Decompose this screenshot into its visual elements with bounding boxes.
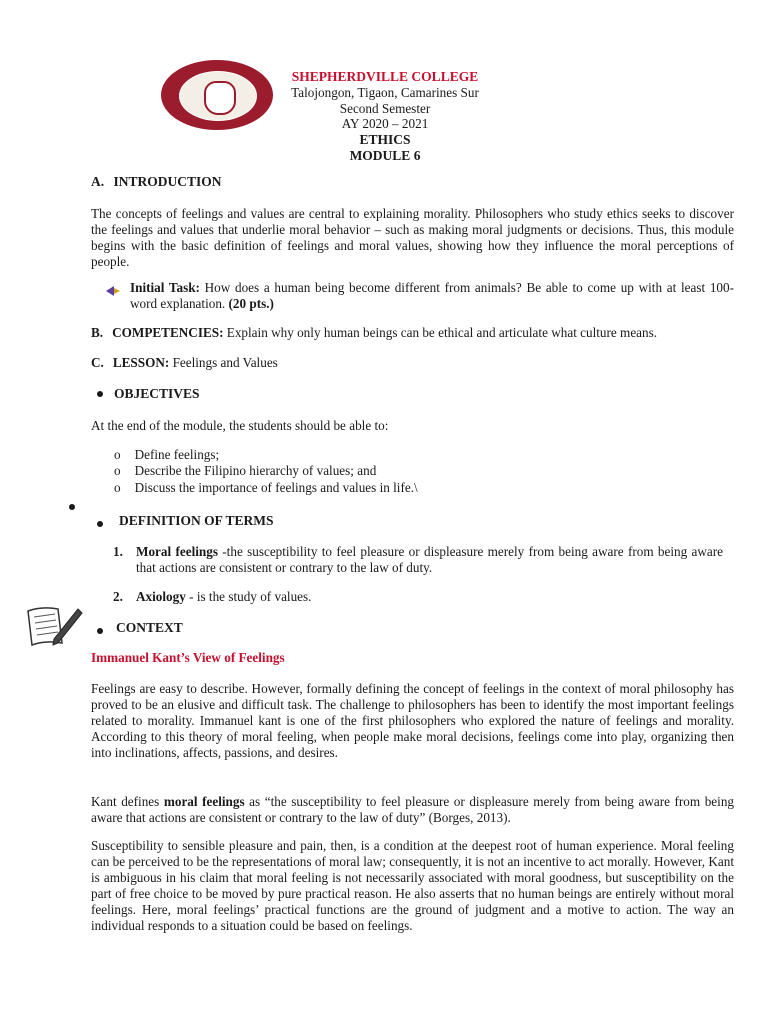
bullet-dot (97, 391, 103, 397)
notepad-pencil-icon (22, 603, 84, 651)
list-marker: o (114, 463, 121, 479)
module-title: MODULE 6 (349, 147, 421, 163)
p2-text: Kant defines (91, 794, 164, 809)
definitions-heading: DEFINITION OF TERMS (119, 513, 274, 528)
section-letter: B. (91, 325, 104, 340)
definition-item (113, 544, 723, 576)
bullet-dot (97, 628, 103, 634)
section-a-heading (91, 174, 222, 190)
intro-paragraph: The concepts of feelings and values are central to explaining morality. Philosophers who study ethics seeks to discover the feelings and values that underlie moral behavior – such as making moral judgments or decisions. Thus, this module begins with the basic definition of feelings and moral values, showing how they influence the moral perceptions of people. (91, 206, 734, 269)
definition-term: Moral feelings (136, 544, 218, 559)
task-text: How does a human being become different from animals? Be able to come up with at least 100-word explanation. (130, 280, 734, 311)
task-label: Initial Task: (130, 280, 200, 295)
list-marker: o (114, 479, 121, 495)
lesson-text: Feelings and Values (169, 355, 278, 370)
definition-term: Axiology (136, 589, 186, 604)
college-seal-logo (161, 60, 273, 130)
competencies-text: Explain why only human beings can be ethical and articulate what culture means. (223, 325, 658, 340)
initial-task (130, 280, 734, 312)
semester: Second Semester (339, 100, 431, 116)
bullet-dot (69, 504, 75, 510)
task-points: (20 pts.) (228, 295, 274, 311)
context-heading: CONTEXT (116, 620, 183, 635)
list-item (114, 447, 418, 463)
p2-bold-term: moral feelings (163, 794, 245, 809)
definition-text: -the susceptibility to feel pleasure or displeasure merely from being aware from being aware that actions are consistent or contrary to the law of duty. (136, 544, 723, 575)
context-paragraph-3: Susceptibility to sensible pleasure and pain, then, is a condition at the deepest root of human experience. Moral feeling can be perceived to be the representations of moral law; consequently, it is not an incentive to act morally. However, Kant is ambiguous in his claim that moral feeling is not necessarily associated with moral goodness, but susceptibility on the part of free choice to be moved by pure practical reason. He also asserts that no human beings are entirely without moral feelings. Here, moral feelings’ practical functions are the ground of judgment and a motive to action. The way an individual responds to a situation could be based on feelings. (91, 838, 734, 933)
list-item-text: Describe the Filipino hierarchy of values; and (134, 463, 377, 479)
list-item-text: Discuss the importance of feelings and values in life.\ (134, 479, 418, 495)
seal-center (179, 71, 257, 121)
list-item (114, 463, 418, 479)
competencies-label: COMPETENCIES: (112, 325, 224, 340)
bullet-dot (97, 521, 103, 527)
subject-title: ETHICS (359, 131, 411, 147)
definition-number: 1. (113, 544, 123, 559)
objectives-heading: OBJECTIVES (114, 386, 200, 401)
academic-year: AY 2020 – 2021 (341, 116, 429, 131)
section-letter: A. (91, 174, 105, 189)
context-paragraph-2 (91, 794, 734, 826)
context-subheading: Immanuel Kant’s View of Feelings (91, 650, 285, 665)
definition-item (113, 589, 723, 605)
section-letter: C. (91, 355, 104, 370)
objectives-list (114, 447, 418, 496)
definition-text: - is the study of values. (185, 589, 312, 604)
college-name: SHEPHERDVILLE COLLEGE (291, 69, 479, 84)
p2-text: as “the susceptibility to feel pleasure or displeasure merely from being aware from being aware that actions are consistent or contrary to the law of duty” (Borges, 2013). (91, 794, 735, 825)
college-address: Talojongon, Tigaon, Camarines Sur (291, 85, 479, 100)
seal-crest-icon (204, 81, 236, 115)
list-item (114, 480, 418, 496)
definition-number: 2. (113, 589, 123, 604)
lesson (91, 355, 751, 371)
section-title: INTRODUCTION (113, 174, 222, 189)
competencies (91, 325, 751, 341)
list-marker: o (114, 447, 121, 462)
context-paragraph-1: Feelings are easy to describe. However, formally defining the concept of feelings in the context of moral philosophy has proved to be an elusive and difficult task. The challenge to philosophers has been to identify the most important feelings related to morality. Immanuel kant is one of the first philosophers who explored the nature of feelings and morality. According to this theory of moral feeling, when people make moral decisions, feelings come into play, organizing then into inclinations, affects, passions, and desires. (91, 681, 734, 760)
list-item-text: Define feelings; (134, 447, 220, 462)
document-header (260, 68, 510, 164)
objectives-lead: At the end of the module, the students should be able to: (91, 418, 389, 433)
lesson-label: LESSON: (112, 355, 170, 370)
arrow-bullet-icon (106, 283, 120, 293)
